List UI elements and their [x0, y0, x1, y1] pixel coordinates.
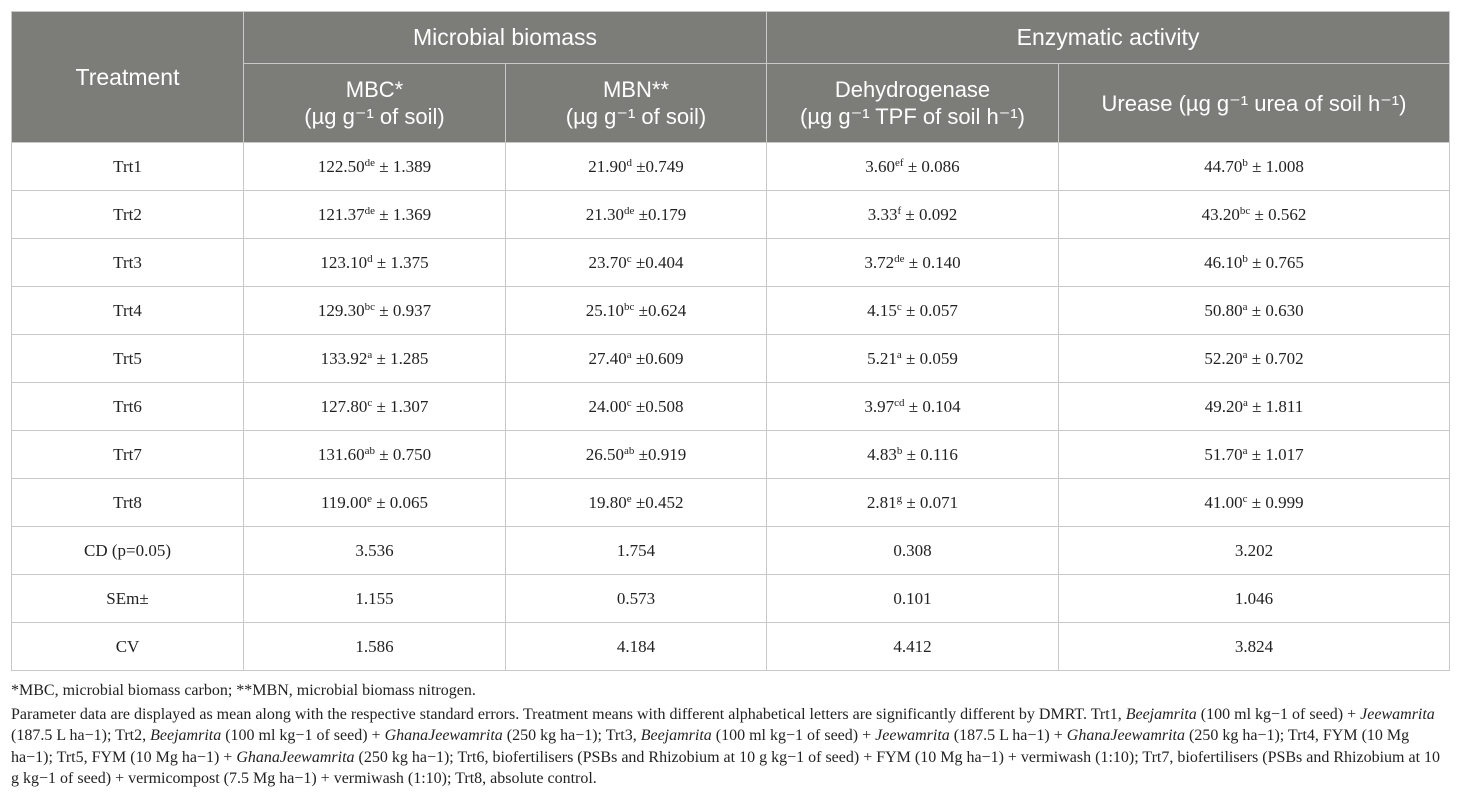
- mbn-se: ±0.749: [636, 156, 684, 176]
- header-dehydrogenase: [767, 64, 1059, 143]
- dh-mean: 3.60: [865, 156, 896, 176]
- data-table-container: [11, 11, 1449, 671]
- header-mbn-name: MBN**: [602, 77, 669, 102]
- ur-mean: 49.20: [1204, 396, 1243, 416]
- dehydrogenase-cell: 0.308: [767, 527, 1059, 575]
- mbn-se: ±0.404: [635, 252, 684, 272]
- mbc-cell: [244, 335, 506, 383]
- mbn-cell: [506, 143, 767, 191]
- ur-letter: bc: [1239, 204, 1251, 217]
- footnote-text: (250 kg ha−1); Trt6, biofertilisers (PSBs and Rhizobium at 10 g kg−1 of seed) + FYM (10 Mg ha−1) + vermiwash (1:10); Trt7, biofertilisers (PSBs and Rhizobium at 10 g kg−1 of seed) + vermicompost (7.5 Mg ha−1) + vermiwash (1:10); Trt8, absolute control.: [11, 748, 1441, 787]
- table-row: [12, 143, 1450, 191]
- treatment-cell: Trt3: [12, 239, 244, 287]
- mbn-letter: d: [626, 156, 632, 169]
- ur-se: ± 0.999: [1251, 492, 1304, 512]
- mbc-cell: 1.586: [244, 623, 506, 671]
- stat-label-cell: CV: [12, 623, 244, 671]
- ur-mean: 50.80: [1204, 300, 1243, 320]
- table-row: [12, 335, 1450, 383]
- mbn-mean: 23.70: [588, 252, 627, 272]
- mbn-se: ±0.179: [638, 204, 687, 224]
- table-footnotes: [11, 680, 1451, 790]
- footnote-text: (250 kg ha−1); Trt4, FYM (10 Mg ha−1); Trt5, FYM (10 Mg ha−1) +: [11, 727, 1410, 766]
- mbc-letter: de: [364, 204, 376, 217]
- ur-letter: a: [1242, 348, 1248, 361]
- ur-se: ± 0.765: [1252, 252, 1304, 272]
- ur-se: ± 1.017: [1251, 444, 1304, 464]
- mbc-se: ± 1.389: [379, 156, 432, 176]
- urease-cell: [1059, 143, 1450, 191]
- data-table: [11, 11, 1450, 671]
- mbn-cell: [506, 431, 767, 479]
- dehydrogenase-cell: 0.101: [767, 575, 1059, 623]
- mbc-cell: [244, 287, 506, 335]
- urease-cell: [1059, 239, 1450, 287]
- dh-se: ± 0.086: [907, 156, 960, 176]
- footnote-abbreviations: *MBC, microbial biomass carbon; **MBN, microbial biomass nitrogen.: [11, 682, 476, 699]
- table-row: [12, 239, 1450, 287]
- treatment-cell: Trt5: [12, 335, 244, 383]
- ur-letter: c: [1242, 492, 1248, 505]
- dh-mean: 3.72: [864, 252, 895, 272]
- ur-letter: b: [1242, 252, 1248, 265]
- table-row: [12, 287, 1450, 335]
- header-urease: Urease (µg g⁻¹ urea of soil h⁻¹): [1059, 64, 1450, 143]
- treatment-cell: Trt8: [12, 479, 244, 527]
- footnote-text: (100 ml kg−1 of seed) +: [221, 727, 385, 744]
- mbc-mean: 133.92: [320, 348, 368, 368]
- ur-se: ± 1.008: [1252, 156, 1304, 176]
- table-header: [12, 12, 1450, 143]
- mbc-letter: d: [367, 252, 373, 265]
- ur-mean: 52.20: [1204, 348, 1243, 368]
- footnote-term: Jeewamrita: [875, 727, 950, 744]
- dh-se: ± 0.059: [906, 348, 958, 368]
- ur-se: ± 0.562: [1254, 204, 1307, 224]
- mbn-letter: c: [626, 252, 632, 265]
- header-mbc-unit: (µg g⁻¹ of soil): [304, 104, 445, 129]
- footnote-term: Beejamrita: [150, 727, 222, 744]
- header-treatment: Treatment: [12, 12, 244, 143]
- footnote-term: GhanaJeewamrita: [1066, 727, 1185, 744]
- dh-letter: f: [897, 204, 902, 217]
- mbc-mean: 127.80: [320, 396, 368, 416]
- mbc-letter: ab: [364, 444, 376, 457]
- dehydrogenase-cell: [767, 383, 1059, 431]
- urease-cell: [1059, 287, 1450, 335]
- footnote-text: (100 ml kg−1 of seed) +: [711, 727, 876, 744]
- mbc-mean: 122.50: [317, 156, 365, 176]
- mbn-se: ±0.508: [635, 396, 684, 416]
- stats-row: [12, 527, 1450, 575]
- dh-se: ± 0.071: [906, 492, 959, 512]
- dh-letter: ef: [895, 156, 904, 169]
- dh-letter: a: [896, 348, 902, 361]
- header-mbn: [506, 64, 767, 143]
- dh-letter: g: [896, 492, 903, 505]
- dh-se: ± 0.104: [908, 396, 961, 416]
- footnote-text: (187.5 L ha−1) +: [949, 727, 1067, 744]
- mbn-mean: 24.00: [588, 396, 627, 416]
- mbn-cell: [506, 383, 767, 431]
- dehydrogenase-cell: 4.412: [767, 623, 1059, 671]
- ur-mean: 41.00: [1204, 492, 1243, 512]
- table-row: [12, 431, 1450, 479]
- table-row: [12, 383, 1450, 431]
- mbc-cell: 3.536: [244, 527, 506, 575]
- mbc-letter: a: [367, 348, 373, 361]
- dh-se: ± 0.140: [908, 252, 961, 272]
- treatment-cell: Trt1: [12, 143, 244, 191]
- ur-mean: 46.10: [1204, 252, 1243, 272]
- dehydrogenase-cell: [767, 143, 1059, 191]
- footnote-treatments: [11, 704, 1451, 790]
- header-mbc: [244, 64, 506, 143]
- urease-cell: 3.202: [1059, 527, 1450, 575]
- mbc-se: ± 0.937: [379, 300, 432, 320]
- urease-cell: 3.824: [1059, 623, 1450, 671]
- mbc-letter: e: [367, 492, 372, 505]
- dh-letter: de: [894, 252, 905, 265]
- table-row: [12, 191, 1450, 239]
- mbc-mean: 123.10: [320, 252, 368, 272]
- footnote-term: Beejamrita: [640, 727, 712, 744]
- dehydrogenase-cell: [767, 431, 1059, 479]
- mbc-mean: 119.00: [320, 492, 368, 512]
- mbc-cell: [244, 479, 506, 527]
- dh-mean: 4.15: [867, 300, 897, 320]
- mbn-cell: 4.184: [506, 623, 767, 671]
- mbn-cell: [506, 239, 767, 287]
- header-mbn-unit: (µg g⁻¹ of soil): [565, 104, 707, 129]
- mbc-se: ± 1.307: [376, 396, 429, 416]
- mbn-letter: c: [626, 396, 632, 409]
- ur-letter: a: [1242, 396, 1248, 409]
- mbn-cell: [506, 479, 767, 527]
- ur-se: ± 0.702: [1251, 348, 1304, 368]
- dh-letter: cd: [894, 396, 905, 409]
- mbn-letter: bc: [624, 300, 635, 313]
- dehydrogenase-cell: [767, 239, 1059, 287]
- mbn-mean: 26.50: [585, 444, 624, 464]
- mbc-mean: 129.30: [317, 300, 365, 320]
- footnote-term: GhanaJeewamrita: [384, 727, 503, 744]
- ur-letter: b: [1242, 156, 1248, 169]
- urease-cell: 1.046: [1059, 575, 1450, 623]
- mbc-cell: [244, 431, 506, 479]
- dh-se: ± 0.116: [906, 444, 958, 464]
- urease-cell: [1059, 191, 1450, 239]
- dh-letter: c: [896, 300, 902, 313]
- urease-cell: [1059, 335, 1450, 383]
- footnote-term: GhanaJeewamrita: [236, 748, 355, 766]
- mbc-letter: de: [364, 156, 376, 169]
- treatment-cell: Trt4: [12, 287, 244, 335]
- mbc-cell: [244, 143, 506, 191]
- mbn-letter: e: [626, 492, 632, 505]
- dh-se: ± 0.092: [905, 204, 958, 224]
- table-body: [12, 143, 1450, 671]
- dh-mean: 3.97: [864, 396, 895, 416]
- dh-mean: 4.83: [867, 444, 897, 464]
- mbc-se: ± 0.065: [376, 492, 429, 512]
- mbc-mean: 131.60: [317, 444, 365, 464]
- mbn-se: ±0.624: [638, 300, 687, 320]
- ur-mean: 51.70: [1204, 444, 1243, 464]
- footnote-text: (100 ml kg−1 of seed) +: [1196, 705, 1361, 723]
- treatment-cell: Trt6: [12, 383, 244, 431]
- footnote-term: Jeewamrita: [1360, 705, 1435, 723]
- mbn-cell: 0.573: [506, 575, 767, 623]
- mbc-cell: 1.155: [244, 575, 506, 623]
- mbn-cell: 1.754: [506, 527, 767, 575]
- urease-cell: [1059, 431, 1450, 479]
- mbn-letter: a: [626, 348, 632, 361]
- urease-cell: [1059, 383, 1450, 431]
- mbn-se: ±0.452: [635, 492, 684, 512]
- header-microbial-biomass: Microbial biomass: [244, 12, 767, 64]
- mbc-cell: [244, 239, 506, 287]
- ur-mean: 44.70: [1204, 156, 1243, 176]
- treatment-cell: Trt2: [12, 191, 244, 239]
- ur-mean: 43.20: [1201, 204, 1240, 224]
- mbc-se: ± 0.750: [379, 444, 432, 464]
- mbc-se: ± 1.369: [379, 204, 432, 224]
- stat-label-cell: CD (p=0.05): [12, 527, 244, 575]
- treatment-cell: Trt7: [12, 431, 244, 479]
- dh-mean: 5.21: [867, 348, 897, 368]
- mbc-mean: 121.37: [317, 204, 365, 224]
- mbn-mean: 21.30: [585, 204, 624, 224]
- footnote-text: (250 kg ha−1); Trt3,: [502, 727, 641, 744]
- mbn-se: ±0.609: [635, 348, 684, 368]
- mbn-cell: [506, 191, 767, 239]
- dehydrogenase-cell: [767, 287, 1059, 335]
- mbc-letter: bc: [364, 300, 376, 313]
- dh-mean: 3.33: [867, 204, 898, 224]
- stats-row: [12, 623, 1450, 671]
- mbc-letter: c: [367, 396, 373, 409]
- mbn-cell: [506, 335, 767, 383]
- mbn-mean: 27.40: [588, 348, 627, 368]
- stat-label-cell: SEm±: [12, 575, 244, 623]
- dehydrogenase-cell: [767, 335, 1059, 383]
- header-dehydrogenase-unit: (µg g⁻¹ TPF of soil h⁻¹): [800, 104, 1025, 129]
- mbn-se: ±0.919: [638, 444, 687, 464]
- mbn-letter: ab: [624, 444, 635, 457]
- stats-row: [12, 575, 1450, 623]
- header-dehydrogenase-name: Dehydrogenase: [834, 77, 991, 102]
- ur-letter: a: [1242, 444, 1248, 457]
- header-mbc-name: MBC*: [345, 77, 404, 102]
- ur-se: ± 1.811: [1252, 396, 1304, 416]
- mbn-mean: 21.90: [588, 156, 627, 176]
- mbn-mean: 25.10: [585, 300, 624, 320]
- mbc-cell: [244, 191, 506, 239]
- urease-cell: [1059, 479, 1450, 527]
- footnote-term: Beejamrita: [1125, 705, 1197, 723]
- dh-letter: b: [896, 444, 903, 457]
- table-row: [12, 479, 1450, 527]
- mbc-se: ± 1.375: [376, 252, 429, 272]
- mbc-se: ± 1.285: [376, 348, 429, 368]
- footnote-text: (187.5 L ha−1); Trt2,: [11, 727, 151, 744]
- mbc-cell: [244, 383, 506, 431]
- dehydrogenase-cell: [767, 479, 1059, 527]
- ur-se: ± 0.630: [1251, 300, 1304, 320]
- dh-mean: 2.81: [866, 492, 897, 512]
- dehydrogenase-cell: [767, 191, 1059, 239]
- mbn-cell: [506, 287, 767, 335]
- dh-se: ± 0.057: [906, 300, 958, 320]
- header-enzymatic-activity: Enzymatic activity: [767, 12, 1450, 64]
- ur-letter: a: [1242, 300, 1248, 313]
- mbn-letter: de: [624, 204, 635, 217]
- mbn-mean: 19.80: [588, 492, 627, 512]
- footnote-text: Parameter data are displayed as mean along with the respective standard errors. Treatment means with different alphabetical letters are significantly different by DMRT. Trt1,: [11, 705, 1126, 723]
